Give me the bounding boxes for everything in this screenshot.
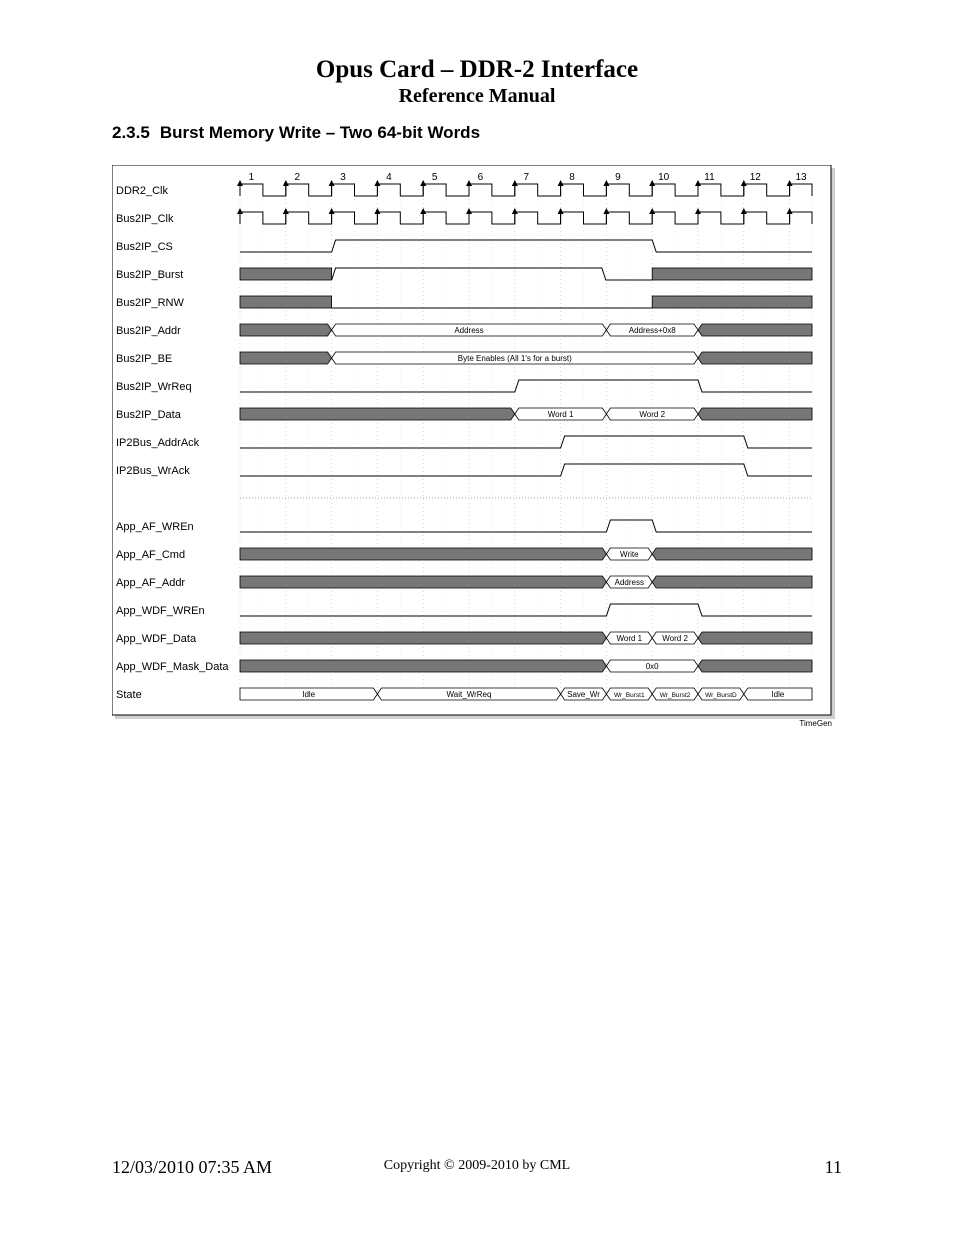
- undefined-region: [652, 296, 812, 308]
- bus-value-label: Idle: [771, 690, 785, 699]
- page-number: 11: [824, 1157, 842, 1177]
- bus-value-label: Address: [454, 326, 484, 335]
- section-heading: [112, 123, 490, 143]
- undefined-region: [240, 268, 332, 280]
- cycle-number: 5: [431, 172, 438, 183]
- cycle-number: 3: [340, 172, 346, 183]
- cycle-number: 6: [477, 172, 484, 183]
- undefined-region: [698, 408, 812, 420]
- section-number: 2.3.5: [112, 123, 150, 142]
- signal-name: IP2Bus_AddrAck: [116, 437, 200, 449]
- cycle-number: 7: [523, 172, 530, 183]
- cycle-number: 8: [569, 172, 575, 183]
- signal-name: Bus2IP_RNW: [116, 297, 184, 309]
- document-subtitle: Reference Manual: [398, 85, 556, 107]
- undefined-region: [240, 296, 332, 308]
- signal-name: App_AF_WREn: [116, 521, 194, 533]
- bus-value-label: Wr_BurstD: [705, 692, 737, 699]
- undefined-region: [240, 632, 606, 644]
- undefined-region: [698, 352, 812, 364]
- bus-value-label: Idle: [302, 690, 316, 699]
- cycle-number: 10: [658, 172, 670, 183]
- bus-value-label: Address+0x8: [628, 326, 676, 335]
- bus-value-label: Word 1: [616, 634, 643, 643]
- signal-name: App_AF_Cmd: [116, 549, 186, 561]
- signal-name: Bus2IP_Burst: [116, 269, 184, 281]
- timing-diagram: [112, 165, 835, 728]
- cycle-number: 2: [294, 172, 301, 183]
- undefined-region: [698, 632, 812, 644]
- section-title: Burst Memory Write – Two 64-bit Words: [159, 123, 481, 142]
- signal-name: App_WDF_Mask_Data: [116, 661, 229, 673]
- signal-name: Bus2IP_CS: [116, 241, 173, 253]
- bus-value-label: Wait_WrReq: [446, 690, 492, 699]
- timegen-label: TimeGen: [799, 719, 832, 728]
- bus-value-label: Word 2: [662, 634, 688, 643]
- undefined-region: [240, 324, 332, 336]
- undefined-region: [652, 548, 812, 560]
- cycle-number: 11: [704, 172, 715, 183]
- bus-value-label: Byte Enables (All 1's for a burst): [457, 354, 572, 363]
- bus-value-label: Save_Wr: [567, 690, 600, 699]
- undefined-region: [240, 352, 332, 364]
- signal-name: Bus2IP_WrReq: [116, 381, 192, 393]
- undefined-region: [652, 576, 812, 588]
- undefined-region: [240, 576, 606, 588]
- footer-copyright: Copyright © 2009-2010 by CML: [383, 1158, 571, 1173]
- document-title: Opus Card – DDR-2 Interface: [315, 56, 639, 83]
- cycle-number: 1: [248, 172, 255, 183]
- signal-name: App_WDF_Data: [116, 633, 197, 645]
- timing-diagram-canvas: [112, 165, 835, 729]
- bus-value-label: 0x0: [645, 662, 659, 671]
- cycle-number: 4: [386, 172, 392, 183]
- bus-value-label: Wr_Burst1: [614, 692, 645, 699]
- undefined-region: [698, 324, 812, 336]
- bus-value-label: Word 1: [547, 410, 574, 419]
- signal-name: App_AF_Addr: [116, 577, 186, 589]
- bus-value-label: Word 2: [639, 410, 666, 419]
- undefined-region: [240, 548, 606, 560]
- undefined-region: [698, 660, 812, 672]
- cycle-number: 9: [615, 172, 621, 183]
- cycle-number: 12: [749, 172, 761, 183]
- undefined-region: [240, 408, 515, 420]
- bus-value-label: Wr_Burst2: [659, 692, 691, 699]
- signal-name: Bus2IP_BE: [116, 353, 173, 365]
- signal-name: IP2Bus_WrAck: [116, 465, 190, 477]
- cycle-number: 13: [795, 172, 807, 183]
- bus-value-label: Address: [614, 578, 644, 587]
- undefined-region: [240, 660, 606, 672]
- signal-name: Bus2IP_Addr: [116, 325, 181, 337]
- signal-name: App_WDF_WREn: [116, 605, 205, 617]
- footer-date: 12/03/2010 07:35 AM: [112, 1157, 273, 1177]
- signal-name: DDR2_Clk: [116, 185, 168, 197]
- signal-name: Bus2IP_Clk: [116, 213, 174, 225]
- bus-value-label: Write: [620, 550, 639, 559]
- signal-name: Bus2IP_Data: [116, 409, 181, 421]
- signal-name: State: [116, 689, 142, 701]
- undefined-region: [652, 268, 812, 280]
